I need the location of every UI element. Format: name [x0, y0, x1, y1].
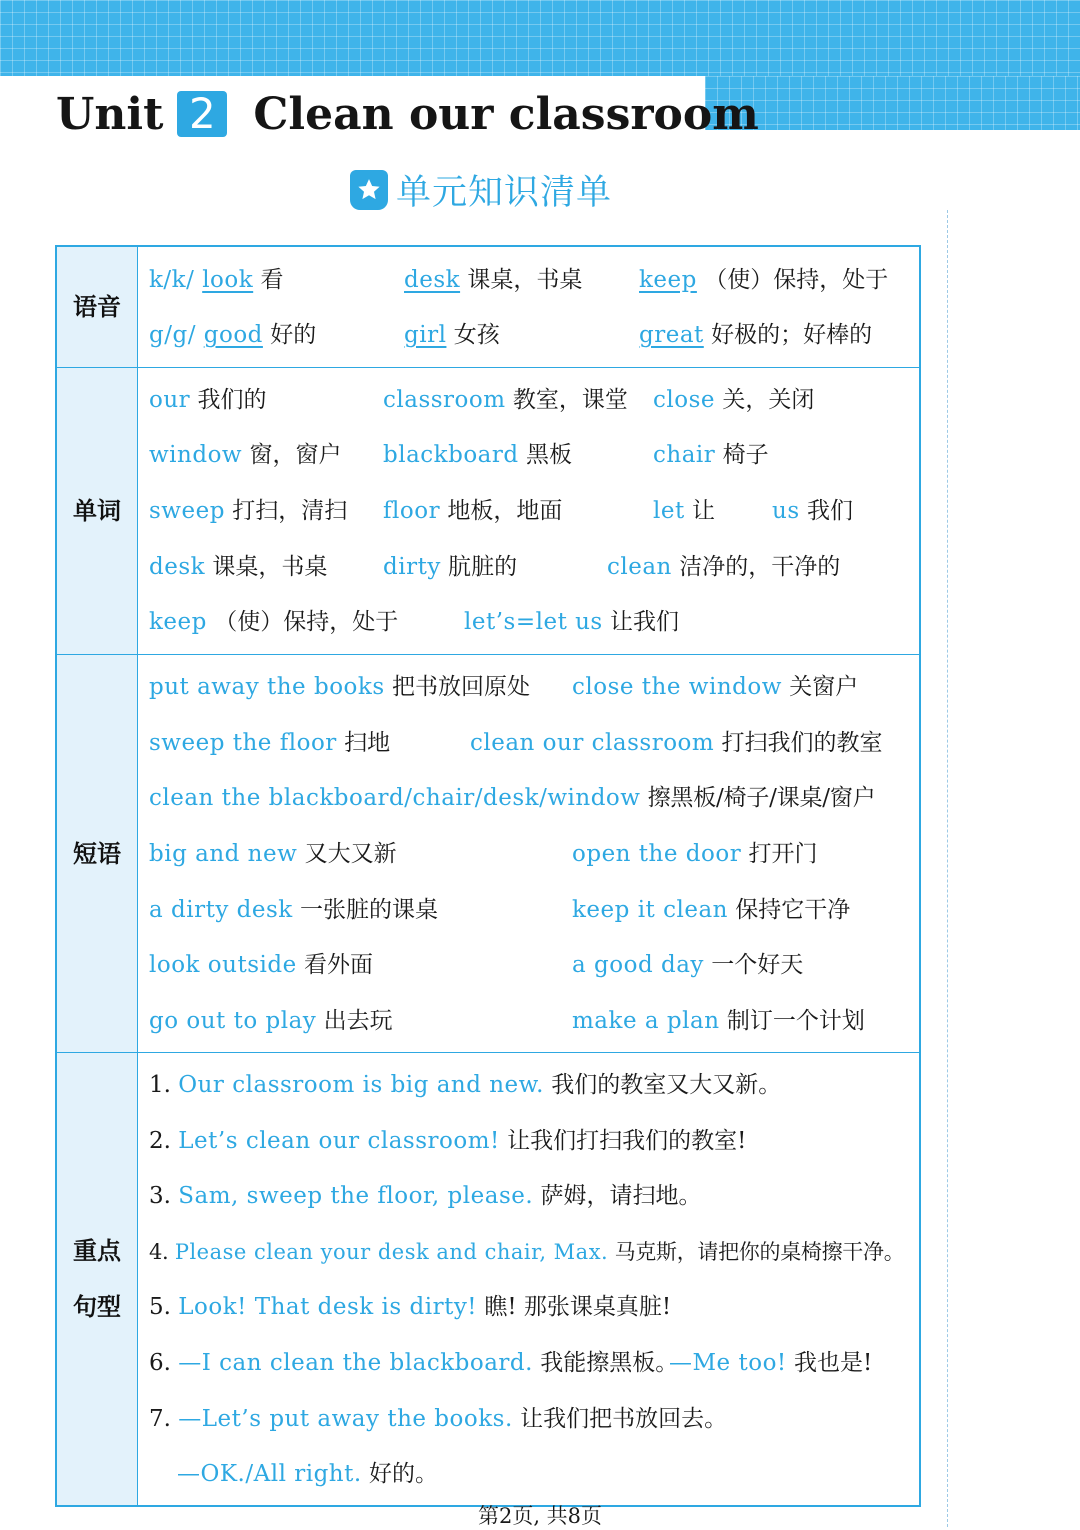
word-item: let’s=let us 让我们	[464, 609, 680, 635]
phonics-item: keep （使）保持，处于	[639, 267, 889, 293]
phrase-item: put away the books 把书放回原处	[149, 674, 530, 700]
word-item: clean 洁净的，干净的	[607, 554, 841, 580]
phrase-item: big and new 又大又新	[149, 841, 397, 867]
phrase-item: a good day 一个好天	[572, 952, 804, 978]
phonics-item: g/g/ good 好的	[149, 322, 317, 348]
sentence-item: 5. Look! That desk is dirty! 瞧! 那张课桌真脏!	[149, 1294, 672, 1320]
sentences-row	[57, 1053, 919, 1505]
sentence-item: 1. Our classroom is big and new. 我们的教室又大又新。	[149, 1072, 782, 1098]
unit-number-badge: 2	[177, 91, 227, 137]
sentence-item: 3. Sam, sweep the floor, please. 萨姆，请扫地。	[149, 1183, 702, 1209]
header-band	[0, 0, 1080, 76]
word-item: dirty 肮脏的	[383, 554, 518, 580]
phrase-item: clean the blackboard/chair/desk/window 擦黑板/椅子/课桌/窗户	[149, 785, 876, 811]
sentence-item: 4. Please clean your desk and chair, Max. 马克斯，请把你的桌椅擦干净。	[149, 1240, 905, 1264]
sentence-item: 7. —Let’s put away the books. 让我们把书放回去。	[149, 1406, 728, 1432]
phrase-item: close the window 关窗户	[572, 674, 859, 700]
phrase-item: clean our classroom 打扫我们的教室	[470, 730, 883, 756]
phrase-item: open the door 打开门	[572, 841, 818, 867]
section-title	[350, 166, 612, 214]
phrase-item: keep it clean 保持它干净	[572, 897, 851, 923]
sentence-item: 2. Let’s clean our classroom! 让我们打扫我们的教室!	[149, 1128, 747, 1154]
word-item: floor 地板，地面	[383, 498, 563, 524]
phonics-item: great 好极的；好棒的	[639, 322, 873, 348]
word-item: window 窗，窗户	[149, 442, 342, 468]
sentence-item: 6. —I can clean the blackboard. 我能擦黑板。	[149, 1350, 679, 1376]
word-item: blackboard 黑板	[383, 442, 572, 468]
unit-title	[56, 84, 759, 144]
phrase-item: a dirty desk 一张脏的课桌	[149, 897, 439, 923]
word-item: our 我们的	[149, 387, 267, 413]
word-item: keep （使）保持，处于	[149, 609, 399, 635]
fold-guide-line	[947, 210, 948, 1527]
phonics-item: desk 课桌，书桌	[404, 267, 583, 293]
phrases-row	[57, 655, 919, 1053]
row-label-sentences: 重点 句型	[57, 1053, 138, 1505]
phrase-item: sweep the floor 扫地	[149, 730, 391, 756]
word-item: chair 椅子	[653, 442, 769, 468]
phonics-item: k/k/ look 看	[149, 267, 284, 293]
word-item: us 我们	[772, 498, 853, 524]
page-number: 第2页, 共8页	[477, 1504, 603, 1528]
sentence-item: —OK./All right. 好的。	[177, 1461, 438, 1487]
unit-word: Unit	[56, 88, 164, 140]
phrase-item: make a plan 制订一个计划	[572, 1008, 865, 1034]
row-label-words: 单词	[57, 368, 138, 654]
word-item: let 让	[653, 498, 716, 524]
star-icon	[350, 170, 388, 210]
word-item: sweep 打扫，清扫	[149, 498, 348, 524]
word-item: classroom 教室，课堂	[383, 387, 628, 413]
words-row	[57, 368, 919, 655]
word-item: desk 课桌，书桌	[149, 554, 328, 580]
knowledge-table	[55, 245, 921, 1507]
section-title-text: 单元知识清单	[396, 173, 613, 213]
sentence-item: —Me too! 我也是!	[669, 1350, 873, 1376]
phonics-item: girl 女孩	[404, 322, 500, 348]
unit-title-text: Clean our classroom	[253, 88, 759, 140]
header-band-right	[705, 76, 1080, 130]
row-label-phonics: 语音	[57, 247, 138, 367]
word-item: close 关，关闭	[653, 387, 815, 413]
phrase-item: look outside 看外面	[149, 952, 374, 978]
phrase-item: go out to play 出去玩	[149, 1008, 393, 1034]
row-label-phrases: 短语	[57, 655, 138, 1052]
phonics-row	[57, 247, 919, 368]
